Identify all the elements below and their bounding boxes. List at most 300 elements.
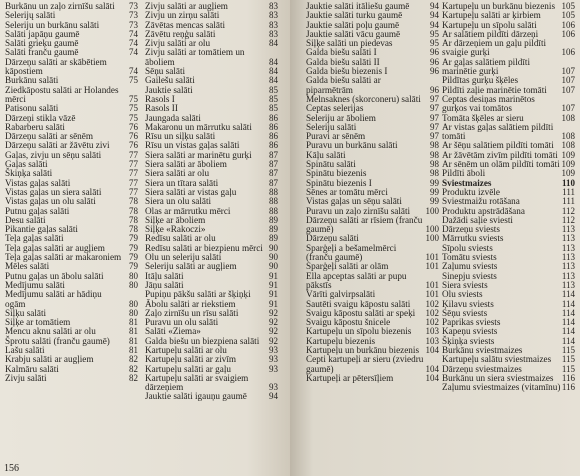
entry-title: Ar salātiem pildīti dārzeņi — [442, 28, 539, 39]
entry-page-number: 95 — [430, 38, 439, 49]
entry-page-number: 98 — [430, 149, 439, 160]
entry-page-number: 77 — [129, 186, 138, 197]
entry-title: Jaungada salāti — [145, 112, 201, 123]
entry-title: Kartupeļu un sīpolu salāti — [442, 19, 537, 30]
entry-page-number: 76 — [129, 131, 138, 142]
entry-page-number: 114 — [561, 298, 575, 309]
entry-page-number: 85 — [269, 103, 278, 114]
entry-title: Makaronu un mārrutku salāti — [145, 121, 252, 132]
entry-page-number: 74 — [129, 47, 138, 58]
entry-title: Ķilavu sviests — [442, 298, 494, 309]
entry-title: Šprotu salāti (franču gaumē) — [5, 335, 110, 346]
entry-title: Kartupeļu salāti ar olu — [145, 344, 227, 355]
entry-page-number: 75 — [129, 112, 138, 123]
entry-title: Mārrutku sviests — [442, 233, 504, 244]
entry-page-number: 76 — [129, 140, 138, 151]
entry-page-number: 84 — [269, 38, 278, 49]
entry-page-number: 93 — [269, 363, 278, 374]
entry-title: Siera un olu salāti — [145, 196, 212, 207]
entry-title: Spinātu biezenis — [306, 168, 367, 179]
entry-title: Kartupeļi ar pētersīļiem — [306, 372, 394, 383]
index-column-3 — [306, 2, 439, 383]
entry-page-number: 88 — [269, 196, 278, 207]
entry-page-number: 105 — [561, 1, 575, 11]
entry-title: Jauktie salāti vācu gaumē — [306, 28, 401, 39]
entry-title: Produktu apstrādāšana — [442, 205, 525, 216]
entry-title: Siļķe ar tomātiem — [5, 317, 71, 328]
entry-title: Seleriju un burkānu salāti — [5, 19, 100, 30]
entry-title: Rīsu un vistas gaļas salāti — [145, 140, 240, 151]
page-number: 156 — [4, 463, 19, 474]
entry-title: Spinātu biezenis I — [306, 177, 372, 188]
entry-title: Kartupeļu salāti ar svaigiem dārzeņiem — [145, 372, 249, 393]
entry-page-number: 111 — [562, 196, 575, 207]
entry-title: Teļa gaļas salāti — [5, 233, 64, 244]
entry-title: Kartupeļu un sīpolu biezenis — [306, 326, 412, 337]
entry-page-number: 75 — [129, 93, 138, 104]
entry-title: Sautēti svaigu kāpostu salāti — [306, 298, 411, 309]
entry-page-number: 115 — [561, 344, 575, 355]
entry-page-number: 83 — [269, 28, 278, 39]
entry-page-number: 93 — [269, 354, 278, 365]
entry-page-number: 73 — [129, 10, 138, 21]
entry-title: Zivju un zirņu salāti — [145, 10, 220, 21]
entry-page-number: 78 — [129, 214, 138, 225]
entry-page-number: 80 — [129, 307, 138, 318]
entry-page-number: 102 — [425, 298, 439, 309]
index-entry — [442, 123, 575, 142]
entry-title: Sviestmaizes — [442, 177, 492, 188]
index-entry — [306, 216, 439, 235]
entry-title: Burkānu un siera sviestmaizes — [442, 372, 554, 383]
entry-page-number: 87 — [269, 168, 278, 179]
entry-title: Ar šēņu salātiem pildīti tomāti — [442, 140, 554, 151]
entry-page-number: 78 — [129, 196, 138, 207]
entry-title: Ar žāvētām zivīm pildīti tomāti — [442, 149, 558, 160]
entry-title: Spinātu salāti — [306, 159, 356, 170]
index-entry — [5, 374, 138, 383]
entry-title: Jāņu salāti — [145, 279, 184, 290]
index-column-1 — [5, 2, 138, 383]
entry-page-number: 111 — [562, 186, 575, 197]
entry-title: Seleriju salāti ar augļiem — [145, 261, 237, 272]
entry-page-number: 112 — [561, 205, 575, 216]
entry-title: Vistas gaļas salāti — [5, 177, 71, 188]
entry-page-number: 74 — [129, 66, 138, 77]
index-entry — [306, 374, 439, 383]
entry-page-number: 90 — [269, 242, 278, 253]
entry-title: Produktu izvēle — [442, 186, 500, 197]
entry-title: Siļķe salāti un piedevas — [306, 38, 393, 49]
entry-page-number: 82 — [129, 354, 138, 365]
entry-page-number: 91 — [269, 289, 278, 300]
entry-title: Ella apceptas salāti ar pupu pākstīs — [306, 270, 407, 290]
entry-page-number: 104 — [425, 363, 439, 374]
entry-title: Galda biešu biezenis I — [306, 66, 388, 77]
entry-title: Medījumu salāti — [5, 279, 65, 290]
entry-title: Selerijų salāti — [5, 10, 56, 21]
entry-page-number: 98 — [430, 168, 439, 179]
entry-title: Pikantie gaļas salāti — [5, 224, 78, 235]
entry-page-number: 112 — [561, 214, 575, 225]
entry-page-number: 108 — [561, 112, 575, 123]
entry-page-number: 79 — [129, 252, 138, 263]
entry-page-number: 97 — [430, 103, 439, 114]
entry-title: Patisonu salāti — [5, 103, 59, 114]
entry-page-number: 77 — [129, 168, 138, 179]
entry-title: Dārzeņu salāti ar sēnēm — [5, 131, 94, 142]
entry-title: Siera salāti ar vistas gaļu — [145, 186, 237, 197]
entry-title: Gaļas salāti — [5, 159, 48, 170]
entry-title: Medījumu salāti ar hādiņu ogām — [5, 289, 102, 309]
index-entry — [145, 392, 278, 401]
entry-title: Teļa gaļas salāti ar augļiem — [5, 242, 105, 253]
entry-page-number: 73 — [129, 1, 138, 11]
entry-title: Zaļumu sviestmaizes (vitamīnu) — [442, 382, 561, 393]
entry-page-number: 113 — [561, 252, 575, 263]
entry-title: Burkānu sviestmaizes — [442, 344, 523, 355]
entry-title: Cepti kartupeļi ar sieru (zviedru gaumē) — [306, 354, 424, 374]
entry-page-number: 106 — [561, 19, 575, 30]
entry-title: Pildīti zaļie marinētie tomāti — [442, 84, 547, 95]
entry-page-number: 86 — [269, 140, 278, 151]
entry-title: Dažādi saļie sviesti — [442, 214, 513, 225]
entry-title: Dārzeņu salāti ar žāvētu zivi — [5, 140, 110, 151]
entry-title: Zivju salāti ar augļiem — [145, 1, 228, 11]
entry-page-number: 75 — [129, 103, 138, 114]
entry-page-number: 91 — [269, 270, 278, 281]
entry-page-number: 94 — [430, 10, 439, 21]
entry-page-number: 110 — [561, 177, 575, 188]
entry-page-number: 92 — [269, 307, 278, 318]
entry-page-number: 101 — [425, 279, 439, 290]
entry-page-number: 108 — [561, 140, 575, 151]
entry-title: Sparģeļi a bešamelmērci (franču gaumē) — [306, 242, 397, 263]
entry-title: Itāļu salāti — [145, 270, 184, 281]
entry-page-number: 107 — [561, 66, 575, 77]
entry-title: Svaigu kāpostu šnicele — [306, 317, 391, 328]
entry-title: Sēņu salāti — [145, 66, 186, 77]
index-entry — [306, 76, 439, 95]
entry-title: Burkānu salāti — [5, 75, 59, 86]
entry-page-number: 97 — [430, 121, 439, 132]
entry-title: Škiņķa salāti — [5, 168, 53, 179]
entry-title: Teļa gaļas salāti ar makaroniem — [5, 252, 122, 263]
entry-page-number: 116 — [561, 372, 575, 383]
entry-title: Kartupeļu biezenis — [306, 335, 376, 346]
entry-title: Kartupeļu salātu sviestmaizes — [442, 354, 552, 365]
entry-title: Kartupeļu un burkānu biezenis — [306, 344, 420, 355]
entry-title: Rīsu un siļķu salāti — [145, 131, 216, 142]
entry-title: Jauktie salāti itāliešu gaumē — [306, 1, 410, 11]
entry-title: Jauktie salāti — [145, 84, 193, 95]
entry-page-number: 98 — [430, 140, 439, 151]
entry-page-number: 89 — [269, 224, 278, 235]
entry-title: Olas ar mārrutku mērci — [145, 205, 231, 216]
index-column-4 — [442, 2, 575, 392]
entry-page-number: 83 — [269, 19, 278, 30]
entry-title: Pupiņu pākšu salāti ar šķiņķi — [145, 289, 251, 300]
entry-page-number: 80 — [129, 270, 138, 281]
entry-page-number: 86 — [269, 112, 278, 123]
entry-title: Puravu un olu salāti — [145, 317, 219, 328]
entry-page-number: 115 — [561, 354, 575, 365]
entry-title: Zāvētu reņģu salāti — [145, 28, 216, 39]
entry-page-number: 89 — [269, 233, 278, 244]
entry-title: Dārzeņu sviestmaizes — [442, 363, 522, 374]
entry-page-number: 103 — [425, 326, 439, 337]
entry-page-number: 114 — [561, 326, 575, 337]
entry-title: Salāti grieķu gaumē — [5, 38, 79, 49]
entry-title: Jauktie salāti igauņu gaumē — [145, 391, 247, 402]
entry-page-number: 106 — [561, 28, 575, 39]
entry-page-number: 96 — [430, 84, 439, 95]
entry-title: Siera salāti ar olu — [145, 168, 210, 179]
entry-page-number: 115 — [561, 363, 575, 374]
entry-title: Kartupeļu salāti ar zivīm — [145, 354, 237, 365]
entry-page-number: 99 — [430, 186, 439, 197]
entry-title: Burkānu un zaļo zirnīšu salāti — [5, 1, 115, 11]
entry-page-number: 86 — [269, 131, 278, 142]
entry-page-number: 105 — [561, 10, 575, 21]
entry-title: Siera salāti ar āboliem — [145, 159, 227, 170]
entry-title: Dārzeņu salāti ar skābētiem kāpostiem — [5, 56, 107, 77]
entry-page-number: 74 — [129, 38, 138, 49]
entry-title: Rasols II — [145, 103, 178, 114]
entry-title: Siļķu salāti — [5, 307, 47, 318]
entry-page-number: 83 — [269, 10, 278, 21]
entry-page-number: 109 — [561, 168, 575, 179]
entry-title: Jauktie salāti turku gaumē — [306, 10, 403, 21]
entry-title: Redīsu salāti ar biezpienu mērci — [145, 242, 263, 253]
entry-title: Ar gaļas salātiem pildīti marinētie gurķi — [442, 56, 531, 77]
entry-title: Svaigu kāpostu salāti ar speķi — [306, 307, 416, 318]
entry-page-number: 107 — [561, 75, 575, 86]
entry-page-number: 106 — [561, 47, 575, 58]
entry-page-number: 113 — [561, 279, 575, 290]
entry-page-number: 108 — [561, 131, 575, 142]
entry-title: Olu un seleriju salāti — [145, 252, 222, 263]
entry-title: Siļķe ar āboliem — [145, 214, 206, 225]
entry-page-number: 83 — [269, 1, 278, 11]
entry-page-number: 114 — [561, 307, 575, 318]
entry-title: Desu salāti — [5, 214, 46, 225]
entry-title: Kartupeļu un burkānu biezenis — [442, 1, 556, 11]
index-entry — [306, 244, 439, 263]
entry-page-number: 96 — [430, 66, 439, 77]
entry-title: Dārzeņu salāti — [306, 233, 359, 244]
entry-page-number: 102 — [425, 307, 439, 318]
entry-page-number: 107 — [561, 103, 575, 114]
entry-title: Gaļas, zivju un sēņu salāti — [5, 149, 102, 160]
entry-title: Pildītas gurķu šķēles — [442, 75, 519, 86]
entry-page-number: 113 — [561, 242, 575, 253]
entry-page-number: 74 — [129, 28, 138, 39]
entry-title: Ar dārzeņiem un gaļu pildīti svaigie gurķi — [442, 38, 547, 58]
entry-page-number: 116 — [561, 382, 575, 393]
entry-title: Putnu gaļas un ābolu salāti — [5, 270, 104, 281]
entry-page-number: 76 — [129, 121, 138, 132]
entry-page-number: 79 — [129, 242, 138, 253]
entry-page-number: 81 — [129, 344, 138, 355]
entry-title: Tomāta šķēles ar sieru — [442, 112, 524, 123]
index-column-2 — [145, 2, 278, 402]
entry-title: Šķiņķa sviests — [442, 335, 495, 346]
entry-title: Tomātu sviests — [442, 252, 497, 263]
entry-title: Sīpolu sviests — [442, 242, 493, 253]
entry-page-number: 102 — [425, 317, 439, 328]
entry-page-number: 104 — [425, 344, 439, 355]
entry-page-number: 101 — [425, 261, 439, 272]
entry-title: Galda biešu salāti I — [306, 47, 377, 58]
entry-title: Siļķe «Rakoczi» — [145, 224, 206, 235]
entry-title: Seleriju salāti — [306, 121, 357, 132]
entry-page-number: 109 — [561, 149, 575, 160]
entry-page-number: 85 — [269, 93, 278, 104]
entry-page-number: 79 — [129, 261, 138, 272]
entry-page-number: 80 — [129, 298, 138, 309]
entry-title: Seleriju ar āboliem — [306, 112, 376, 123]
entry-title: Kartupeļu salāti ar ķirbiem — [442, 10, 541, 21]
entry-page-number: 100 — [425, 205, 439, 216]
entry-title: Kartupeļu salāti ar gaļu — [145, 363, 231, 374]
entry-page-number: 94 — [430, 1, 439, 11]
entry-page-number: 73 — [129, 19, 138, 30]
entry-title: Siera salāti ar marinētu gurķi — [145, 149, 252, 160]
entry-page-number: 75 — [129, 75, 138, 86]
entry-page-number: 87 — [269, 149, 278, 160]
entry-page-number: 103 — [425, 335, 439, 346]
entry-page-number: 96 — [430, 47, 439, 58]
entry-page-number: 81 — [129, 335, 138, 346]
entry-title: Zāvētas mencas salāti — [145, 19, 226, 30]
entry-page-number: 107 — [561, 84, 575, 95]
entry-title: Siera sviests — [442, 279, 488, 290]
entry-page-number: 88 — [269, 205, 278, 216]
entry-title: Pildīti āboli — [442, 168, 486, 179]
entry-title: Zaļumu sviests — [442, 261, 498, 272]
entry-title: Siera un tītara salāti — [145, 177, 219, 188]
entry-title: Ar sēnēm un olām pildīti tomāti — [442, 159, 560, 170]
entry-page-number: 90 — [269, 261, 278, 272]
entry-page-number: 91 — [269, 298, 278, 309]
index-entry — [5, 290, 138, 309]
entry-title: Sviestmaižu rotāšana — [442, 196, 520, 207]
entry-page-number: 84 — [269, 56, 278, 67]
entry-title: Olu sviests — [442, 289, 483, 300]
entry-title: Kapeņu sviests — [442, 326, 498, 337]
entry-page-number: 97 — [430, 93, 439, 104]
entry-title: Kalmāru salāti — [5, 363, 59, 374]
entry-page-number: 114 — [561, 289, 575, 300]
entry-page-number: 113 — [561, 224, 575, 235]
entry-page-number: 113 — [561, 261, 575, 272]
entry-page-number: 90 — [269, 252, 278, 263]
entry-title: Vārīti galvirpsalāti — [306, 289, 376, 300]
index-entry — [442, 58, 575, 77]
entry-page-number: 77 — [129, 149, 138, 160]
entry-title: Ābolu salāti ar riekstiem — [145, 298, 236, 309]
entry-title: Zaļo zirnīšu un rīsu salāti — [145, 307, 239, 318]
entry-page-number: 78 — [129, 205, 138, 216]
entry-title: Krabju salāti ar augļiem — [5, 354, 94, 365]
entry-page-number: 113 — [561, 233, 575, 244]
entry-page-number: 77 — [129, 159, 138, 170]
entry-page-number: 114 — [561, 335, 575, 346]
entry-page-number: 88 — [269, 186, 278, 197]
entry-title: Melnsaknes (skorconeru) salāti — [306, 93, 421, 104]
entry-page-number: 104 — [425, 372, 439, 383]
entry-page-number: 84 — [269, 66, 278, 77]
entry-page-number: 86 — [269, 121, 278, 132]
entry-title: Mencu aknu salāti ar olu — [5, 326, 96, 337]
index-entry — [5, 58, 138, 77]
entry-page-number: 94 — [430, 19, 439, 30]
entry-title: Zivju salāti — [5, 372, 47, 383]
entry-title: Ziedkāpostu salāti ar Holandes mērci — [5, 84, 119, 104]
entry-page-number: 82 — [129, 372, 138, 383]
entry-title: Ceptas selerijas — [306, 103, 364, 114]
entry-title: Redīsu salāti ar olu — [145, 233, 216, 244]
entry-page-number: 92 — [269, 335, 278, 346]
entry-title: Salāti «Ziema» — [145, 326, 201, 337]
entry-page-number: 78 — [129, 224, 138, 235]
entry-page-number: 113 — [561, 270, 575, 281]
entry-title: Paprikas sviests — [442, 317, 501, 328]
entry-page-number: 81 — [129, 326, 138, 337]
entry-title: Ar vistas gaļas salātiem pildīti tomāti — [442, 121, 554, 142]
entry-page-number: 81 — [129, 317, 138, 328]
entry-page-number: 91 — [269, 279, 278, 290]
entry-title: Zivju salāti ar olu — [145, 38, 211, 49]
entry-page-number: 99 — [430, 196, 439, 207]
entry-title: Ceptas desiņas marinētos gurķos vai tomātos — [442, 93, 535, 114]
entry-title: Galda biešu un biezpiena salāti — [145, 335, 260, 346]
entry-page-number: 93 — [269, 382, 278, 393]
entry-page-number: 99 — [430, 177, 439, 188]
entry-title: Puravi ar sēnēm — [306, 131, 366, 142]
entry-title: Lašu salāti — [5, 344, 45, 355]
entry-page-number: 92 — [269, 317, 278, 328]
entry-title: Dārzeņu sviests — [442, 224, 500, 235]
entry-page-number: 89 — [269, 214, 278, 225]
entry-title: Putnu gaļas salāti — [5, 205, 70, 216]
entry-title: Salāti japāņu gaumē — [5, 28, 80, 39]
index-entry — [442, 39, 575, 58]
entry-title: Salāti franču gaumē — [5, 47, 79, 58]
right-page — [290, 0, 580, 476]
entry-title: Dārzeņi stikla vāzē — [5, 112, 76, 123]
entry-title: Vistas gaļas un olu salāti — [5, 196, 96, 207]
entry-page-number: 79 — [129, 233, 138, 244]
entry-title: Sinepju sviests — [442, 270, 497, 281]
index-entry — [442, 383, 575, 392]
index-entry — [306, 355, 439, 374]
entry-title: Puravu un burkānu salāti — [306, 140, 398, 151]
entry-title: Puravu un zaļo zirnīšu salāti — [306, 205, 411, 216]
index-entry — [442, 95, 575, 114]
entry-page-number: 84 — [269, 75, 278, 86]
entry-title: Rabarberu salāti — [5, 121, 65, 132]
entry-title: Vistas gaļas un sēņu salāti — [306, 196, 402, 207]
entry-title: Sēnes ar tomātu mērci — [306, 186, 388, 197]
entry-page-number: 97 — [430, 112, 439, 123]
entry-title: Galda biešu salāti II — [306, 56, 380, 67]
entry-page-number: 100 — [425, 224, 439, 235]
index-entry — [306, 272, 439, 291]
index-entry — [145, 374, 278, 393]
entry-title: Vistas gaļas un siera salāti — [5, 186, 102, 197]
